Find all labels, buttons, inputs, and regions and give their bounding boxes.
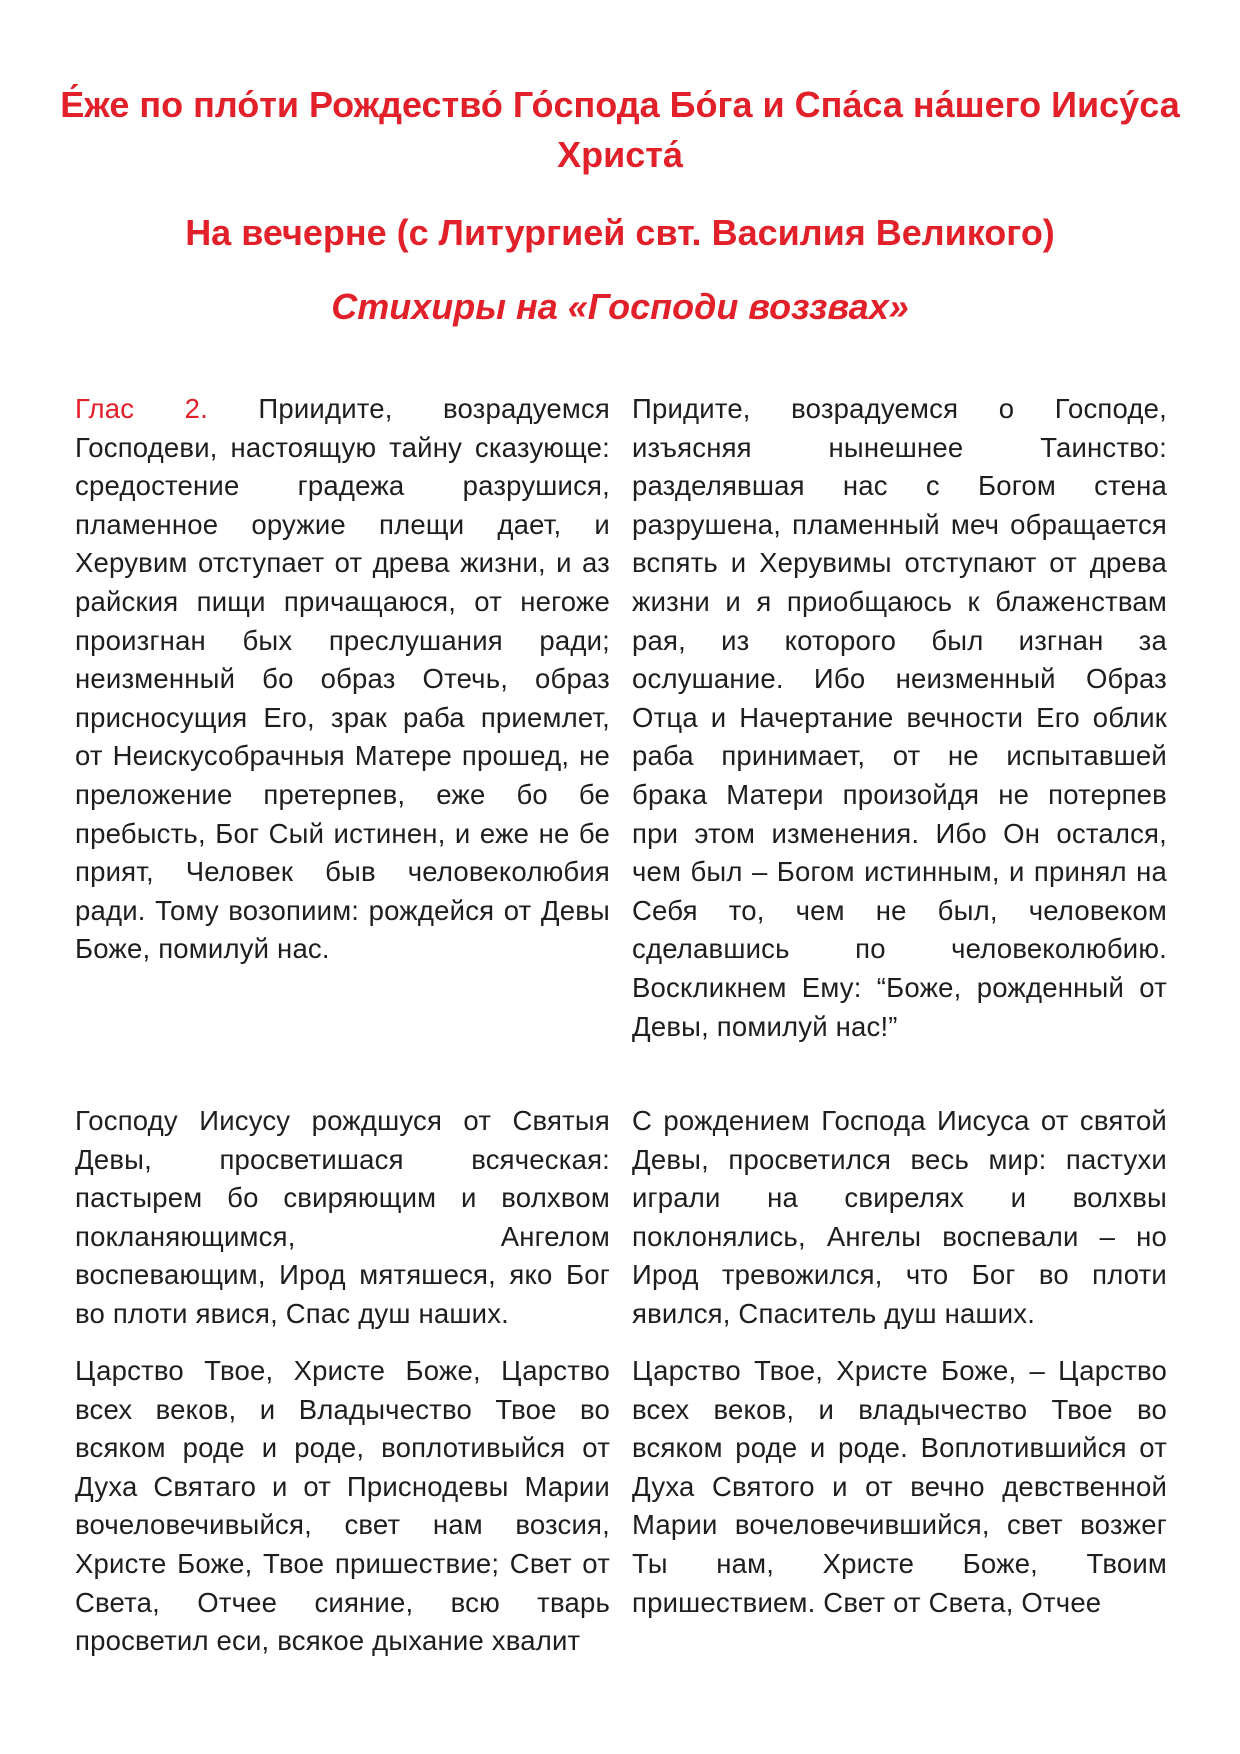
- tone-label: Глас 2.: [75, 393, 208, 424]
- section-heading: Стихиры на «Господи воззвах»: [331, 286, 909, 327]
- church-slavonic-text: [75, 390, 610, 1074]
- church-slavonic-text: Господу Иисусу рождшуся от Святыя Девы, просветишася всяческая: пастырем бо свиряющим и волхвом покланяющимся, Ангелом воспевающим, Ирод мятяшеся, яко Бог во плоти явися, Спас душ наших.: [75, 1105, 610, 1329]
- sticheron-row: [75, 1352, 1167, 1661]
- sticheron-row: [75, 1102, 1167, 1334]
- russian-translation: Царство Твое, Христе Боже, – Царство всех веков, и владычество Твое во всяком роде и роде. Воплотившийся от Духа Святого и от вечно девственной Марии вочеловечившийся, свет возжег Ты нам, Христе Боже, Твоим пришествием. Свет от Света, Отчее: [632, 1355, 1167, 1618]
- church-slavonic-text: Царство Твое, Христе Боже, Царство всех веков, и Владычество Твое во всяком роде и роде, воплотивыйся от Духа Святаго и от Приснодевы Марии вочеловечивыйся, свет нам возсия, Христе Боже, Твое пришествие; Свет от Света, Отчее сияние, всю тварь просветил еси, всякое дыхание хвалит: [75, 1355, 610, 1657]
- text-columns: [75, 390, 1167, 1657]
- russian-translation: С рождением Господа Иисуса от святой Девы, просветился весь мир: пастухи играли на свирелях и волхвы поклонялись, Ангелы воспевали – но Ирод тревожился, что Бог во плоти явился, Спаситель душ наших.: [632, 1105, 1167, 1329]
- sticheron-text: Приидите, возрадуемся Господеви, настоящую тайну сказующе: средостение градежа разрушися, пламенное оружие плещи дает, и Херувим отступает от древа жизни, и аз райския пищи причащаюся, от негоже произгнан бых преслушания ради; неизменный бо образ Отечь, образ присносущия Его, зрак раба приемлет, от Неискусобрачныя Матере прошед, не преложение претерпев, еже бо бе пребысть, Бог Сый истинен, и еже не бе прият, Человек быв человеколюбия ради. Тому возопиим: рождейся от Девы Боже, помилуй нас.: [75, 393, 610, 965]
- service-subtitle: На вечерне (с Литургией свт. Василия Великого): [185, 212, 1055, 253]
- feast-title: Е́же по пло́ти Рождество́ Го́спода Бо́га и Спа́са на́шего Иису́са Христа́: [60, 84, 1180, 175]
- sticheron-row: [75, 390, 1167, 1074]
- russian-translation: Придите, возрадуемся о Господе, изъясняя нынешнее Таинство: разделявшая нас с Богом стена разрушена, пламенный меч обращается вспять и Херувимы отступают от древа жизни и я приобщаюсь к блаженствам рая, из которого был изгнан за ослушание. Ибо неизменный Образ Отца и Начертание вечности Его облик раба принимает, от не испытавшей брака Матери произойдя не потерпев при этом изменения. Ибо Он остался, чем был – Богом истинным, и принял на Себя то, чем не был, человеком сделавшись по человеколюбию. Воскликнем Ему: “Боже, рожденный от Девы, помилуй нас!”: [632, 393, 1167, 1042]
